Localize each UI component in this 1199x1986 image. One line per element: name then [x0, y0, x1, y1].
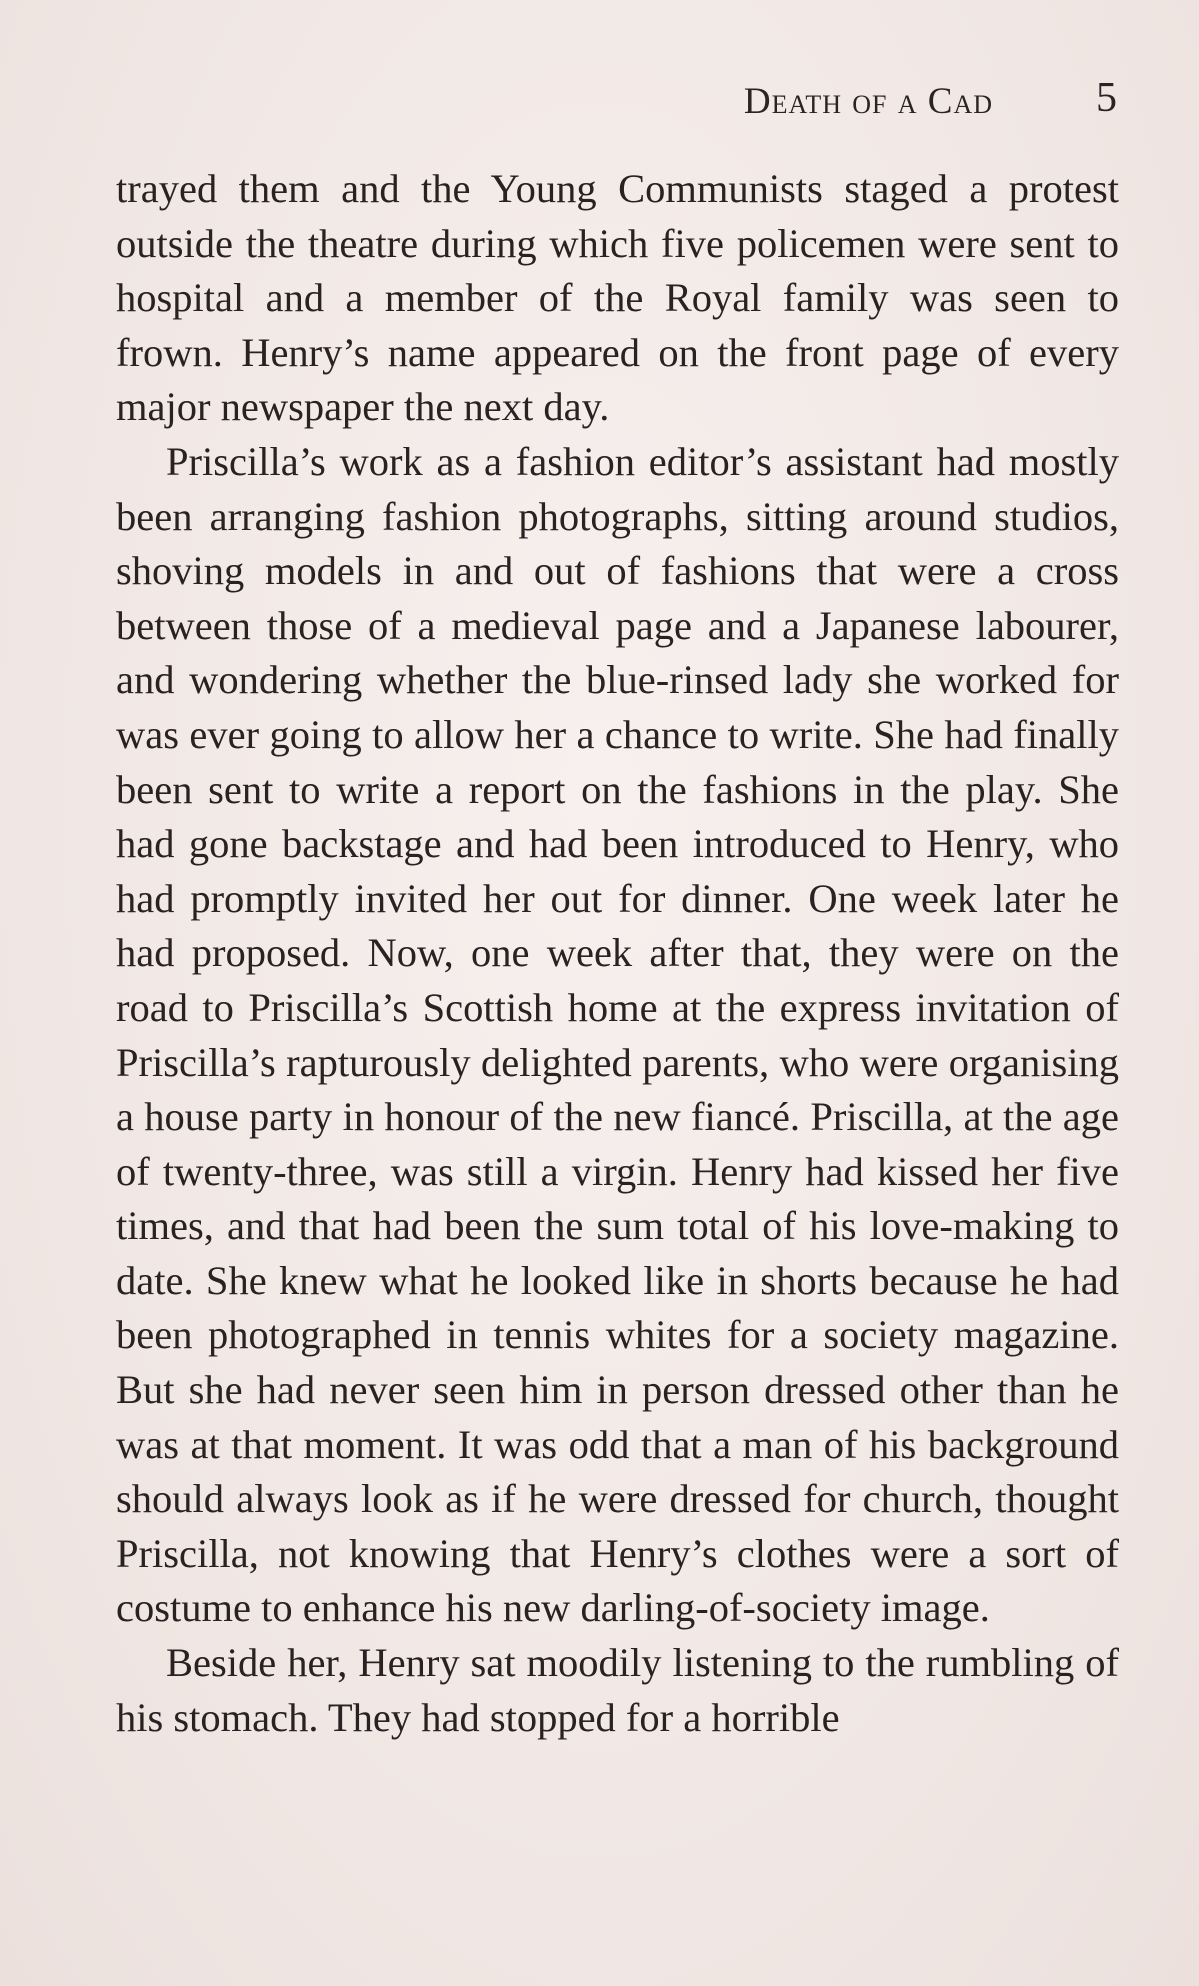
page-number: 5: [1096, 75, 1117, 121]
running-head-title: Death of a Cad: [743, 81, 993, 122]
body-text: [116, 162, 1119, 1745]
running-head: [116, 74, 1117, 130]
paragraph-continued: trayed them and the Young Communists staged a protest outside the theatre during which five policemen were sent to hospital and a member of the Royal family was seen to frown. Henry’s name appeared on the front page of every major newspaper the next day.: [116, 166, 1119, 430]
paragraph: Beside her, Henry sat moodily listening to the rumbling of his stomach. They had stopped for a horrible: [116, 1640, 1119, 1740]
paragraph: Priscilla’s work as a fashion editor’s assistant had mostly been arranging fashion photographs, sitting around studios, shoving models in and out of fashions that were a cross between those of a medieval page and a Japanese labourer, and wondering whether the blue-rinsed lady she worked for was ever going to allow her a chance to write. She had finally been sent to write a report on the fashions in the play. She had gone backstage and had been introduced to Henry, who had promptly invited her out for dinner. One week later he had proposed. Now, one week after that, they were on the road to Priscilla’s Scottish home at the express invitation of Priscilla’s rapturously delighted parents, who were organising a house party in honour of the new fiancé. Priscilla, at the age of twenty-three, was still a virgin. Henry had kissed her five times, and that had been the sum total of his love-making to date. She knew what he looked like in shorts because he had been photographed in tennis whites for a society magazine. But she had never seen him in person dressed other than he was at that moment. It was odd that a man of his background should always look as if he were dressed for church, thought Priscilla, not knowing that Henry’s clothes were a sort of costume to enhance his new darling-of-society image.: [116, 438, 1119, 1631]
